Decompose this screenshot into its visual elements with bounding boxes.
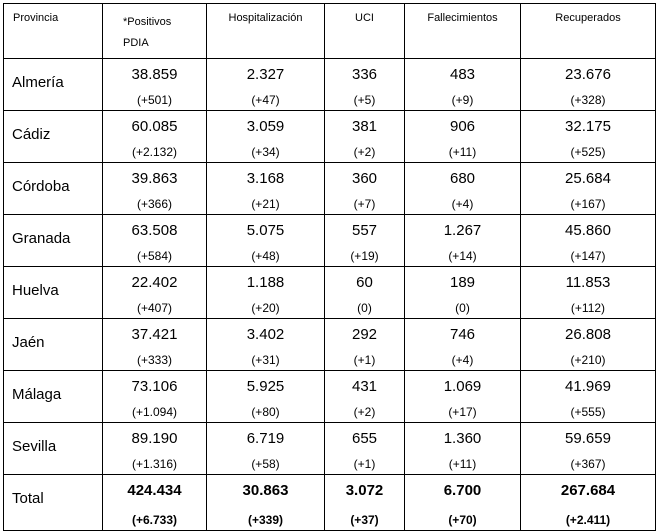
uci-value: 60: [356, 274, 373, 291]
provincia-cell: Granada: [4, 215, 103, 267]
positivos-change: (+501): [136, 93, 173, 107]
table-row: [4, 111, 656, 163]
recuperados-change: (+328): [570, 93, 606, 107]
positivos-change: (+584): [136, 249, 173, 263]
hospitalizacion-change: (+58): [251, 457, 280, 471]
fallecimientos-change: (+11): [448, 145, 477, 159]
fallecimientos-change: (+9): [451, 93, 474, 107]
positivos-change: (+1.316): [131, 457, 178, 471]
uci-value: 360: [351, 170, 378, 187]
recuperados-value: 32.175: [565, 118, 611, 135]
provincia-cell: Total: [4, 475, 103, 531]
recuperados-cell: [521, 215, 656, 267]
fallecimientos-value: 189: [449, 274, 476, 291]
fallecimientos-change: (+14): [448, 249, 477, 263]
positivos-cell: [103, 267, 207, 319]
positivos-cell: [103, 475, 207, 531]
recuperados-value: 11.853: [565, 274, 611, 291]
table-body: [4, 59, 656, 531]
hospitalizacion-change: (+20): [251, 301, 280, 315]
positivos-value: 60.085: [131, 118, 178, 135]
uci-value: 381: [351, 118, 378, 135]
hospitalizacion-change: (+48): [251, 249, 280, 263]
positivos-change: (+6.733): [131, 513, 178, 527]
hospitalizacion-change: (+31): [251, 353, 280, 367]
hospitalizacion-cell: [207, 111, 325, 163]
header-positivos-line2: PDIA: [123, 37, 149, 49]
uci-cell: [325, 371, 405, 423]
recuperados-value: 26.808: [565, 326, 611, 343]
fallecimientos-cell: [405, 475, 521, 531]
recuperados-cell: [521, 371, 656, 423]
uci-cell: [325, 111, 405, 163]
positivos-value: 89.190: [131, 430, 178, 447]
header-fallecimientos: Fallecimientos: [405, 4, 521, 59]
fallecimientos-cell: [405, 163, 521, 215]
header-recuperados: Recuperados: [521, 4, 656, 59]
hospitalizacion-cell: [207, 215, 325, 267]
provincia-cell: Córdoba: [4, 163, 103, 215]
recuperados-change: (+147): [570, 249, 606, 263]
positivos-cell: [103, 163, 207, 215]
recuperados-value: 45.860: [565, 222, 611, 239]
uci-change: (+1): [353, 353, 376, 367]
fallecimientos-cell: [405, 371, 521, 423]
uci-cell: [325, 423, 405, 475]
uci-value: 431: [351, 378, 378, 395]
provincia-cell: Almería: [4, 59, 103, 111]
recuperados-cell: [521, 319, 656, 371]
hospitalizacion-value: 5.075: [246, 222, 285, 239]
fallecimientos-value: 483: [449, 66, 476, 83]
hospitalizacion-value: 30.863: [242, 482, 289, 499]
hospitalizacion-cell: [207, 371, 325, 423]
table-row: [4, 215, 656, 267]
uci-value: 655: [351, 430, 378, 447]
header-positivos-line1: *Positivos: [123, 16, 172, 28]
recuperados-change: (+2.411): [565, 513, 611, 527]
hospitalizacion-value: 3.402: [246, 326, 285, 343]
positivos-value: 424.434: [127, 482, 182, 499]
uci-cell: [325, 319, 405, 371]
recuperados-cell: [521, 163, 656, 215]
positivos-value: 37.421: [131, 326, 178, 343]
positivos-change: (+1.094): [131, 405, 178, 419]
provincia-cell: Málaga: [4, 371, 103, 423]
recuperados-change: (+367): [570, 457, 606, 471]
hospitalizacion-cell: [207, 423, 325, 475]
uci-change: (0): [357, 301, 372, 315]
fallecimientos-value: 1.360: [443, 430, 482, 447]
positivos-value: 38.859: [131, 66, 178, 83]
hospitalizacion-cell: [207, 163, 325, 215]
uci-value: 3.072: [345, 482, 384, 499]
hospitalizacion-value: 5.925: [246, 378, 285, 395]
uci-change: (+2): [353, 405, 376, 419]
hospitalizacion-change: (+34): [251, 145, 280, 159]
recuperados-value: 23.676: [565, 66, 611, 83]
header-row: [4, 4, 656, 59]
recuperados-cell: [521, 475, 656, 531]
fallecimientos-change: (+70): [448, 513, 477, 527]
recuperados-value: 25.684: [565, 170, 611, 187]
hospitalizacion-cell: [207, 59, 325, 111]
fallecimientos-cell: [405, 59, 521, 111]
hospitalizacion-cell: [207, 267, 325, 319]
positivos-change: (+333): [136, 353, 173, 367]
provincia-cell: Jaén: [4, 319, 103, 371]
positivos-value: 39.863: [131, 170, 178, 187]
positivos-cell: [103, 319, 207, 371]
fallecimientos-value: 746: [449, 326, 476, 343]
uci-change: (+19): [350, 249, 379, 263]
fallecimientos-value: 906: [449, 118, 476, 135]
uci-change: (+5): [353, 93, 376, 107]
table-row: [4, 371, 656, 423]
recuperados-cell: [521, 59, 656, 111]
recuperados-cell: [521, 423, 656, 475]
recuperados-cell: [521, 267, 656, 319]
fallecimientos-value: 1.267: [443, 222, 482, 239]
uci-cell: [325, 59, 405, 111]
fallecimientos-change: (+4): [451, 353, 474, 367]
uci-value: 557: [351, 222, 378, 239]
fallecimientos-change: (+11): [448, 457, 477, 471]
positivos-cell: [103, 111, 207, 163]
recuperados-change: (+167): [570, 197, 606, 211]
total-row: [4, 475, 656, 531]
fallecimientos-value: 6.700: [443, 482, 482, 499]
table-row: [4, 423, 656, 475]
positivos-change: (+407): [136, 301, 173, 315]
recuperados-change: (+525): [570, 145, 606, 159]
covid-andalucia-table: [3, 3, 656, 531]
fallecimientos-change: (0): [455, 301, 470, 315]
positivos-change: (+366): [136, 197, 173, 211]
uci-cell: [325, 163, 405, 215]
table-row: [4, 163, 656, 215]
fallecimientos-value: 680: [449, 170, 476, 187]
fallecimientos-cell: [405, 319, 521, 371]
hospitalizacion-value: 3.168: [246, 170, 285, 187]
recuperados-change: (+555): [570, 405, 606, 419]
hospitalizacion-value: 1.188: [246, 274, 285, 291]
provincia-cell: Huelva: [4, 267, 103, 319]
uci-change: (+1): [353, 457, 376, 471]
table-row: [4, 319, 656, 371]
positivos-cell: [103, 59, 207, 111]
positivos-value: 22.402: [131, 274, 178, 291]
uci-cell: [325, 215, 405, 267]
fallecimientos-value: 1.069: [443, 378, 482, 395]
uci-change: (+2): [353, 145, 376, 159]
header-provincia: Provincia: [4, 4, 103, 59]
header-uci: UCI: [325, 4, 405, 59]
positivos-cell: [103, 215, 207, 267]
recuperados-value: 41.969: [565, 378, 611, 395]
hospitalizacion-value: 2.327: [246, 66, 285, 83]
recuperados-value: 59.659: [565, 430, 611, 447]
positivos-cell: [103, 371, 207, 423]
table-row: [4, 267, 656, 319]
positivos-value: 73.106: [131, 378, 178, 395]
hospitalizacion-change: (+339): [247, 513, 284, 527]
positivos-change: (+2.132): [131, 145, 178, 159]
fallecimientos-cell: [405, 423, 521, 475]
fallecimientos-cell: [405, 111, 521, 163]
provincia-cell: Cádiz: [4, 111, 103, 163]
recuperados-value: 267.684: [560, 482, 616, 499]
hospitalizacion-value: 3.059: [246, 118, 285, 135]
hospitalizacion-change: (+21): [251, 197, 280, 211]
uci-value: 292: [351, 326, 378, 343]
table-row: [4, 59, 656, 111]
fallecimientos-change: (+17): [448, 405, 477, 419]
hospitalizacion-change: (+80): [251, 405, 280, 419]
hospitalizacion-cell: [207, 319, 325, 371]
hospitalizacion-change: (+47): [251, 93, 280, 107]
fallecimientos-cell: [405, 215, 521, 267]
fallecimientos-cell: [405, 267, 521, 319]
header-positivos: [103, 4, 207, 59]
recuperados-change: (+112): [570, 301, 606, 315]
positivos-value: 63.508: [131, 222, 178, 239]
hospitalizacion-value: 6.719: [246, 430, 285, 447]
recuperados-change: (+210): [570, 353, 606, 367]
uci-value: 336: [351, 66, 378, 83]
fallecimientos-change: (+4): [451, 197, 474, 211]
hospitalizacion-cell: [207, 475, 325, 531]
recuperados-cell: [521, 111, 656, 163]
provincia-cell: Sevilla: [4, 423, 103, 475]
header-hospitalizacion: Hospitalización: [207, 4, 325, 59]
uci-cell: [325, 267, 405, 319]
uci-change: (+7): [353, 197, 376, 211]
uci-cell: [325, 475, 405, 531]
positivos-cell: [103, 423, 207, 475]
uci-change: (+37): [350, 513, 379, 527]
